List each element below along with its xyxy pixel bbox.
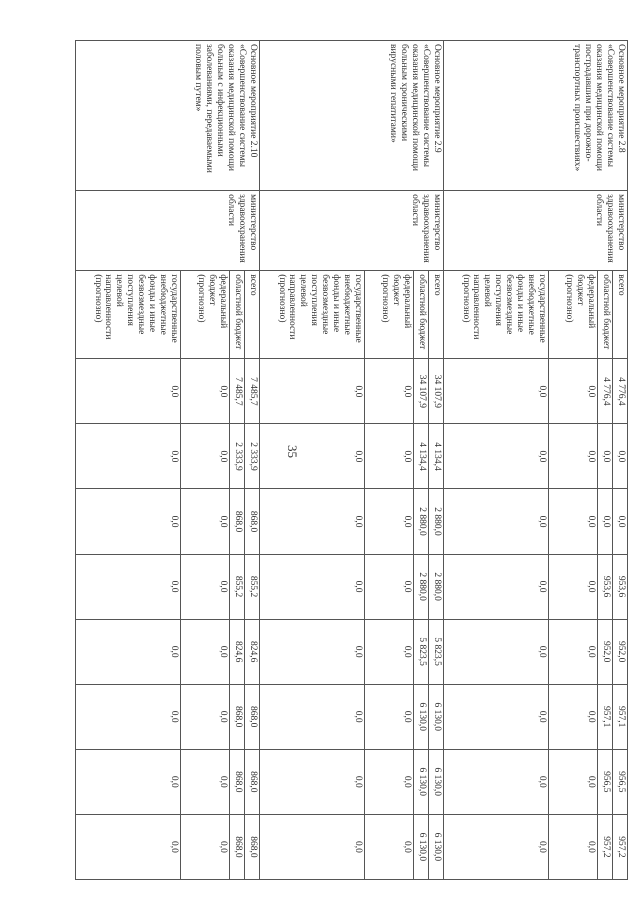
budget-table — [75, 40, 628, 880]
funding-source-cell: государственные внебюджетные фонды и иные безвозмездные поступления целевой направленности (прогнозно) — [76, 271, 181, 359]
amount-cell: 0,0 — [365, 554, 414, 619]
amount-cell: 0,0 — [365, 814, 414, 879]
amount-cell: 0,0 — [260, 814, 365, 879]
amount-cell: 2 880,0 — [414, 489, 429, 554]
amount-cell: 0,0 — [76, 814, 181, 879]
amount-cell: 0,0 — [444, 749, 549, 814]
amount-cell: 957,1 — [613, 684, 628, 749]
amount-cell: 0,0 — [76, 619, 181, 684]
amount-cell: 0,0 — [549, 814, 598, 879]
funding-source-cell: федеральный бюджет (прогнозно) — [365, 271, 414, 359]
amount-cell: 0,0 — [76, 489, 181, 554]
amount-cell: 956,5 — [598, 749, 613, 814]
funding-source-cell: областной бюджет — [230, 271, 245, 359]
funding-source-cell: всего — [245, 271, 260, 359]
amount-cell: 0,0 — [444, 619, 549, 684]
amount-cell: 0,0 — [598, 489, 613, 554]
amount-cell: 868,0 — [230, 489, 245, 554]
amount-cell: 2 880,0 — [414, 554, 429, 619]
amount-cell: 0,0 — [260, 619, 365, 684]
amount-cell: 952,0 — [598, 619, 613, 684]
page-number: 35 — [285, 445, 300, 458]
amount-cell: 0,0 — [444, 814, 549, 879]
amount-cell: 0,0 — [181, 814, 230, 879]
amount-cell: 868,0 — [245, 489, 260, 554]
amount-cell: 824,6 — [245, 619, 260, 684]
amount-cell: 0,0 — [260, 554, 365, 619]
amount-cell: 0,0 — [76, 424, 181, 489]
funding-source-cell: областной бюджет — [414, 271, 429, 359]
amount-cell: 957,2 — [613, 814, 628, 879]
amount-cell: 4 776,4 — [613, 359, 628, 424]
amount-cell: 953,6 — [613, 554, 628, 619]
amount-cell: 0,0 — [365, 684, 414, 749]
amount-cell: 855,2 — [245, 554, 260, 619]
amount-cell: 4 134,4 — [429, 424, 444, 489]
funding-source-cell: всего — [429, 271, 444, 359]
amount-cell: 0,0 — [181, 749, 230, 814]
table-row — [429, 41, 444, 880]
amount-cell: 0,0 — [76, 554, 181, 619]
amount-cell: 7 485,7 — [230, 359, 245, 424]
amount-cell: 0,0 — [260, 424, 365, 489]
amount-cell: 0,0 — [260, 749, 365, 814]
amount-cell: 0,0 — [76, 359, 181, 424]
amount-cell: 4 134,4 — [414, 424, 429, 489]
executor-cell: министерство здравоохранения области — [260, 191, 444, 271]
amount-cell: 0,0 — [444, 424, 549, 489]
amount-cell: 6 130,0 — [414, 814, 429, 879]
amount-cell: 868,0 — [230, 749, 245, 814]
amount-cell: 2 880,0 — [429, 554, 444, 619]
amount-cell: 0,0 — [365, 619, 414, 684]
amount-cell: 957,2 — [598, 814, 613, 879]
amount-cell: 2 880,0 — [429, 489, 444, 554]
amount-cell: 0,0 — [365, 359, 414, 424]
amount-cell: 0,0 — [598, 424, 613, 489]
amount-cell: 0,0 — [549, 619, 598, 684]
amount-cell: 868,0 — [230, 684, 245, 749]
amount-cell: 0,0 — [613, 424, 628, 489]
amount-cell: 0,0 — [181, 554, 230, 619]
amount-cell: 953,6 — [598, 554, 613, 619]
amount-cell: 0,0 — [76, 749, 181, 814]
amount-cell: 6 130,0 — [414, 749, 429, 814]
funding-source-cell: государственные внебюджетные фонды и иные безвозмездные поступления целевой направленности (прогнозно) — [444, 271, 549, 359]
amount-cell: 868,0 — [245, 684, 260, 749]
amount-cell: 0,0 — [549, 684, 598, 749]
amount-cell: 957,1 — [598, 684, 613, 749]
amount-cell: 5 823,5 — [429, 619, 444, 684]
amount-cell: 6 130,0 — [429, 684, 444, 749]
amount-cell: 0,0 — [444, 684, 549, 749]
funding-source-cell: областной бюджет — [598, 271, 613, 359]
amount-cell: 0,0 — [181, 424, 230, 489]
amount-cell: 6 130,0 — [414, 684, 429, 749]
amount-cell: 2 333,9 — [245, 424, 260, 489]
amount-cell: 868,0 — [245, 749, 260, 814]
amount-cell: 6 130,0 — [429, 749, 444, 814]
amount-cell: 0,0 — [365, 424, 414, 489]
amount-cell: 0,0 — [260, 359, 365, 424]
amount-cell: 0,0 — [76, 684, 181, 749]
amount-cell: 0,0 — [613, 489, 628, 554]
amount-cell: 0,0 — [444, 489, 549, 554]
funding-source-cell: государственные внебюджетные фонды и иные безвозмездные поступления целевой направленности (прогнозно) — [260, 271, 365, 359]
amount-cell: 34 107,9 — [414, 359, 429, 424]
budget-table-body — [76, 41, 628, 880]
table-row — [613, 41, 628, 880]
amount-cell: 0,0 — [260, 684, 365, 749]
amount-cell: 952,0 — [613, 619, 628, 684]
rotated-table-container — [92, 40, 628, 880]
amount-cell: 6 130,0 — [429, 814, 444, 879]
measure-name-cell: Основное мероприятие 2.9 «Совершенствование системы оказания медицинской помощи больным хроническими вирусными гепатитами» — [260, 41, 444, 191]
executor-cell: министерство здравоохранения области — [76, 191, 260, 271]
amount-cell: 0,0 — [365, 489, 414, 554]
amount-cell: 0,0 — [549, 749, 598, 814]
measure-name-cell: Основное мероприятие 2.10 «Совершенствование системы оказания медицинской помощи больным с инфекционными заболеваниями, передаваемыми половым путем» — [76, 41, 260, 191]
amount-cell: 0,0 — [549, 359, 598, 424]
amount-cell: 0,0 — [444, 359, 549, 424]
amount-cell: 0,0 — [181, 489, 230, 554]
amount-cell: 868,0 — [245, 814, 260, 879]
amount-cell: 956,5 — [613, 749, 628, 814]
amount-cell: 2 333,9 — [230, 424, 245, 489]
amount-cell: 868,0 — [230, 814, 245, 879]
amount-cell: 34 107,9 — [429, 359, 444, 424]
amount-cell: 0,0 — [549, 489, 598, 554]
amount-cell: 855,2 — [230, 554, 245, 619]
funding-source-cell: федеральный бюджет (прогнозно) — [181, 271, 230, 359]
amount-cell: 824,6 — [230, 619, 245, 684]
amount-cell: 0,0 — [181, 684, 230, 749]
amount-cell: 0,0 — [444, 554, 549, 619]
amount-cell: 7 485,7 — [245, 359, 260, 424]
amount-cell: 4 776,4 — [598, 359, 613, 424]
funding-source-cell: всего — [613, 271, 628, 359]
amount-cell: 0,0 — [181, 619, 230, 684]
amount-cell: 0,0 — [549, 424, 598, 489]
amount-cell: 0,0 — [549, 554, 598, 619]
table-row — [245, 41, 260, 880]
amount-cell: 0,0 — [365, 749, 414, 814]
amount-cell: 5 823,5 — [414, 619, 429, 684]
funding-source-cell: федеральный бюджет (прогнозно) — [549, 271, 598, 359]
measure-name-cell: Основное мероприятие 2.8 «Совершенствование системы оказания медицинской помощи пострадавшим при дорожно-транспортных происшествиях» — [444, 41, 628, 191]
executor-cell: министерство здравоохранения области — [444, 191, 628, 271]
amount-cell: 0,0 — [260, 489, 365, 554]
amount-cell: 0,0 — [181, 359, 230, 424]
